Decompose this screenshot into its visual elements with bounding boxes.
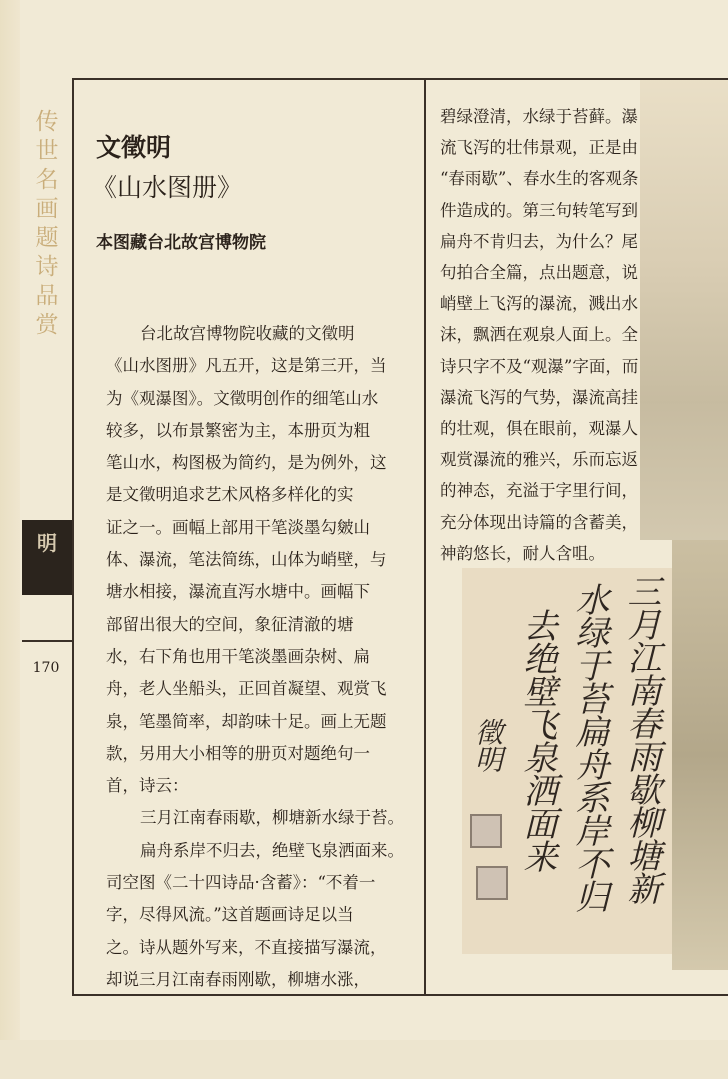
text-line: 首，诗云：	[106, 776, 189, 796]
artist-name: 文徵明	[96, 133, 172, 162]
series-title-char: 画	[35, 196, 59, 222]
text-line: 为《观瀑图》。文徵明创作的细笔山水	[106, 388, 379, 408]
text-line: 碧绿澄清，水绿于苔藓。瀑	[440, 107, 638, 126]
series-title-char: 赏	[35, 312, 59, 338]
text-line: 诗只字不及“观瀑”字面，而	[440, 356, 639, 376]
body-text-left	[106, 318, 410, 996]
text-line: 部留出很大的空间，象征清澈的塘	[106, 614, 354, 634]
frame-top-line	[72, 78, 728, 80]
artwork-title: 《山水图册》	[92, 173, 243, 202]
series-title-char: 诗	[35, 254, 59, 280]
text-line: 三月江南春雨歇，柳塘新水绿于苔。	[140, 808, 404, 828]
seal-stamp	[470, 814, 502, 848]
text-line: 扁舟不肯归去，为什么？尾	[440, 231, 638, 251]
calligraphy-panel	[462, 568, 672, 954]
text-line: 笔山水，构图极为简约，是为例外，这	[106, 453, 387, 473]
text-line: 充分体现出诗篇的含蓄美，	[440, 512, 638, 532]
landscape-painting-lower	[672, 540, 728, 970]
text-line: 台北故宫博物院收藏的文徵明	[140, 324, 355, 343]
calligraphy-column: 去绝壁飞泉洒面来	[517, 608, 557, 872]
series-title	[32, 108, 62, 340]
text-line: 款，另用大小相等的册页对题绝句一	[106, 743, 370, 763]
calligraphy-column: 水绿于苔扁舟系岸不归	[569, 582, 609, 912]
text-line: 舟，老人坐船头，正回首凝望、观赏飞	[106, 679, 387, 699]
text-line: 峭壁上飞泻的瀑流，溅出水	[440, 294, 638, 314]
collection-note: 本图藏台北故宫博物院	[96, 233, 266, 253]
text-line: 之。诗从题外写来，不直接描写瀑流，	[106, 937, 387, 957]
text-line: 扁舟系岸不归去，绝壁飞泉洒面来。	[140, 840, 404, 860]
calligraphy-column: 三月江南春雨歇柳塘新	[621, 574, 661, 904]
page-number: 170	[32, 660, 60, 676]
text-line: 体、瀑流，笔法简练，山体为峭壁，与	[106, 550, 387, 570]
page-gutter	[0, 0, 20, 1079]
text-line: 塘水相接，瀑流直泻水塘中。画幅下	[106, 582, 370, 602]
text-line: 司空图《二十四诗品·含蓄》：“不着一	[106, 873, 376, 893]
column-divider	[424, 78, 426, 996]
series-title-char: 题	[35, 225, 59, 251]
sidebar-rule	[22, 640, 74, 642]
series-title-char: 传	[35, 109, 59, 135]
text-line: 较多，以布景繁密为主，本册页为粗	[106, 420, 370, 440]
calligraphy-signature: 徵明	[471, 718, 504, 772]
text-line: 件造成的。第三句转笔写到	[440, 200, 638, 220]
text-line: 的壮观，俱在眼前，观瀑人	[440, 419, 638, 439]
frame-left-line	[72, 78, 74, 996]
text-line: 却说三月江南春雨刚歇，柳塘水涨，	[106, 969, 370, 989]
text-line: 的神态，充溢于字里行间，	[440, 481, 638, 501]
text-line: 沫，飘洒在观泉人面上。全	[440, 325, 638, 345]
series-title-char: 品	[35, 283, 59, 309]
text-line: 瀑流飞泻的气势，瀑流高挂	[440, 387, 638, 407]
text-line: 字，尽得风流。”这首题画诗足以当	[106, 905, 354, 925]
series-title-char: 世	[35, 138, 59, 164]
text-line: 句拍合全篇，点出题意，说	[440, 263, 638, 283]
seal-stamp	[476, 866, 508, 900]
page-bottom-margin	[0, 1040, 728, 1079]
text-line: 观赏瀑流的雅兴，乐而忘返	[440, 450, 638, 470]
text-line: 水，右下角也用干笔淡墨画杂树、扁	[106, 646, 370, 666]
text-line: “春雨歇”、春水生的客观条	[440, 169, 639, 189]
text-line: 泉，笔墨简率，却韵味十足。画上无题	[106, 711, 387, 731]
text-line: 证之一。画幅上部用干笔淡墨勾皴山	[106, 517, 370, 537]
text-line: 神韵悠长，耐人含咀。	[440, 543, 605, 563]
series-title-char: 名	[35, 167, 59, 193]
section-marker-text: 明	[37, 531, 57, 555]
text-line: 流飞泻的壮伟景观，正是由	[440, 138, 638, 158]
landscape-painting-fragment	[640, 80, 728, 540]
text-line: 《山水图册》凡五开，这是第三开，当	[106, 356, 387, 376]
text-line: 是文徵明追求艺术风格多样化的实	[106, 485, 354, 505]
